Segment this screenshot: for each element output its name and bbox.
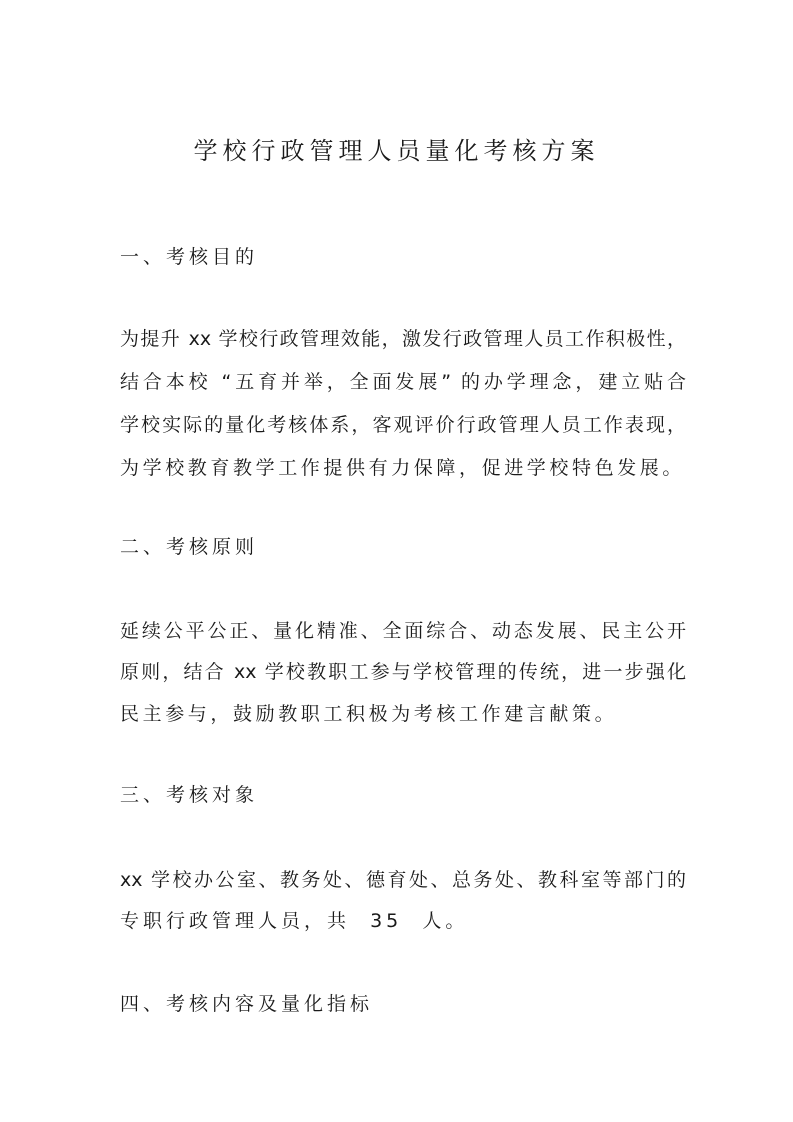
paragraph-line: 专职行政管理人员，共 35 人。 — [120, 910, 469, 932]
paragraph-line: 为提升 xx 学校行政管理效能，激发行政管理人员工作积极性， — [120, 328, 686, 350]
paragraph-line: 为学校教育教学工作提供有力保障，促进学校特色发展。 — [120, 457, 686, 479]
paragraph-line: 学校实际的量化考核体系，客观评价行政管理人员工作表现， — [120, 414, 686, 436]
paragraph-line: xx 学校办公室、教务处、德育处、总务处、教科室等部门的 — [120, 869, 686, 891]
section-heading-principles: 二、考核原则 — [120, 536, 259, 558]
section-heading-targets: 三、考核对象 — [120, 784, 259, 806]
document-title: 学校行政管理人员量化考核方案 — [193, 137, 600, 165]
paragraph-line: 结合本校 “五育并举，全面发展” 的办学理念，建立贴合 — [120, 371, 686, 393]
paragraph-line: 原则，结合 xx 学校教职工参与学校管理的传统，进一步强化 — [120, 661, 686, 683]
paragraph-line: 民主参与，鼓励教职工积极为考核工作建言献策。 — [120, 703, 618, 725]
section-heading-purpose: 一、考核目的 — [120, 246, 259, 268]
paragraph-line: 延续公平公正、量化精准、全面综合、动态发展、民主公开 — [120, 620, 686, 642]
section-heading-content: 四、考核内容及量化指标 — [120, 993, 374, 1015]
